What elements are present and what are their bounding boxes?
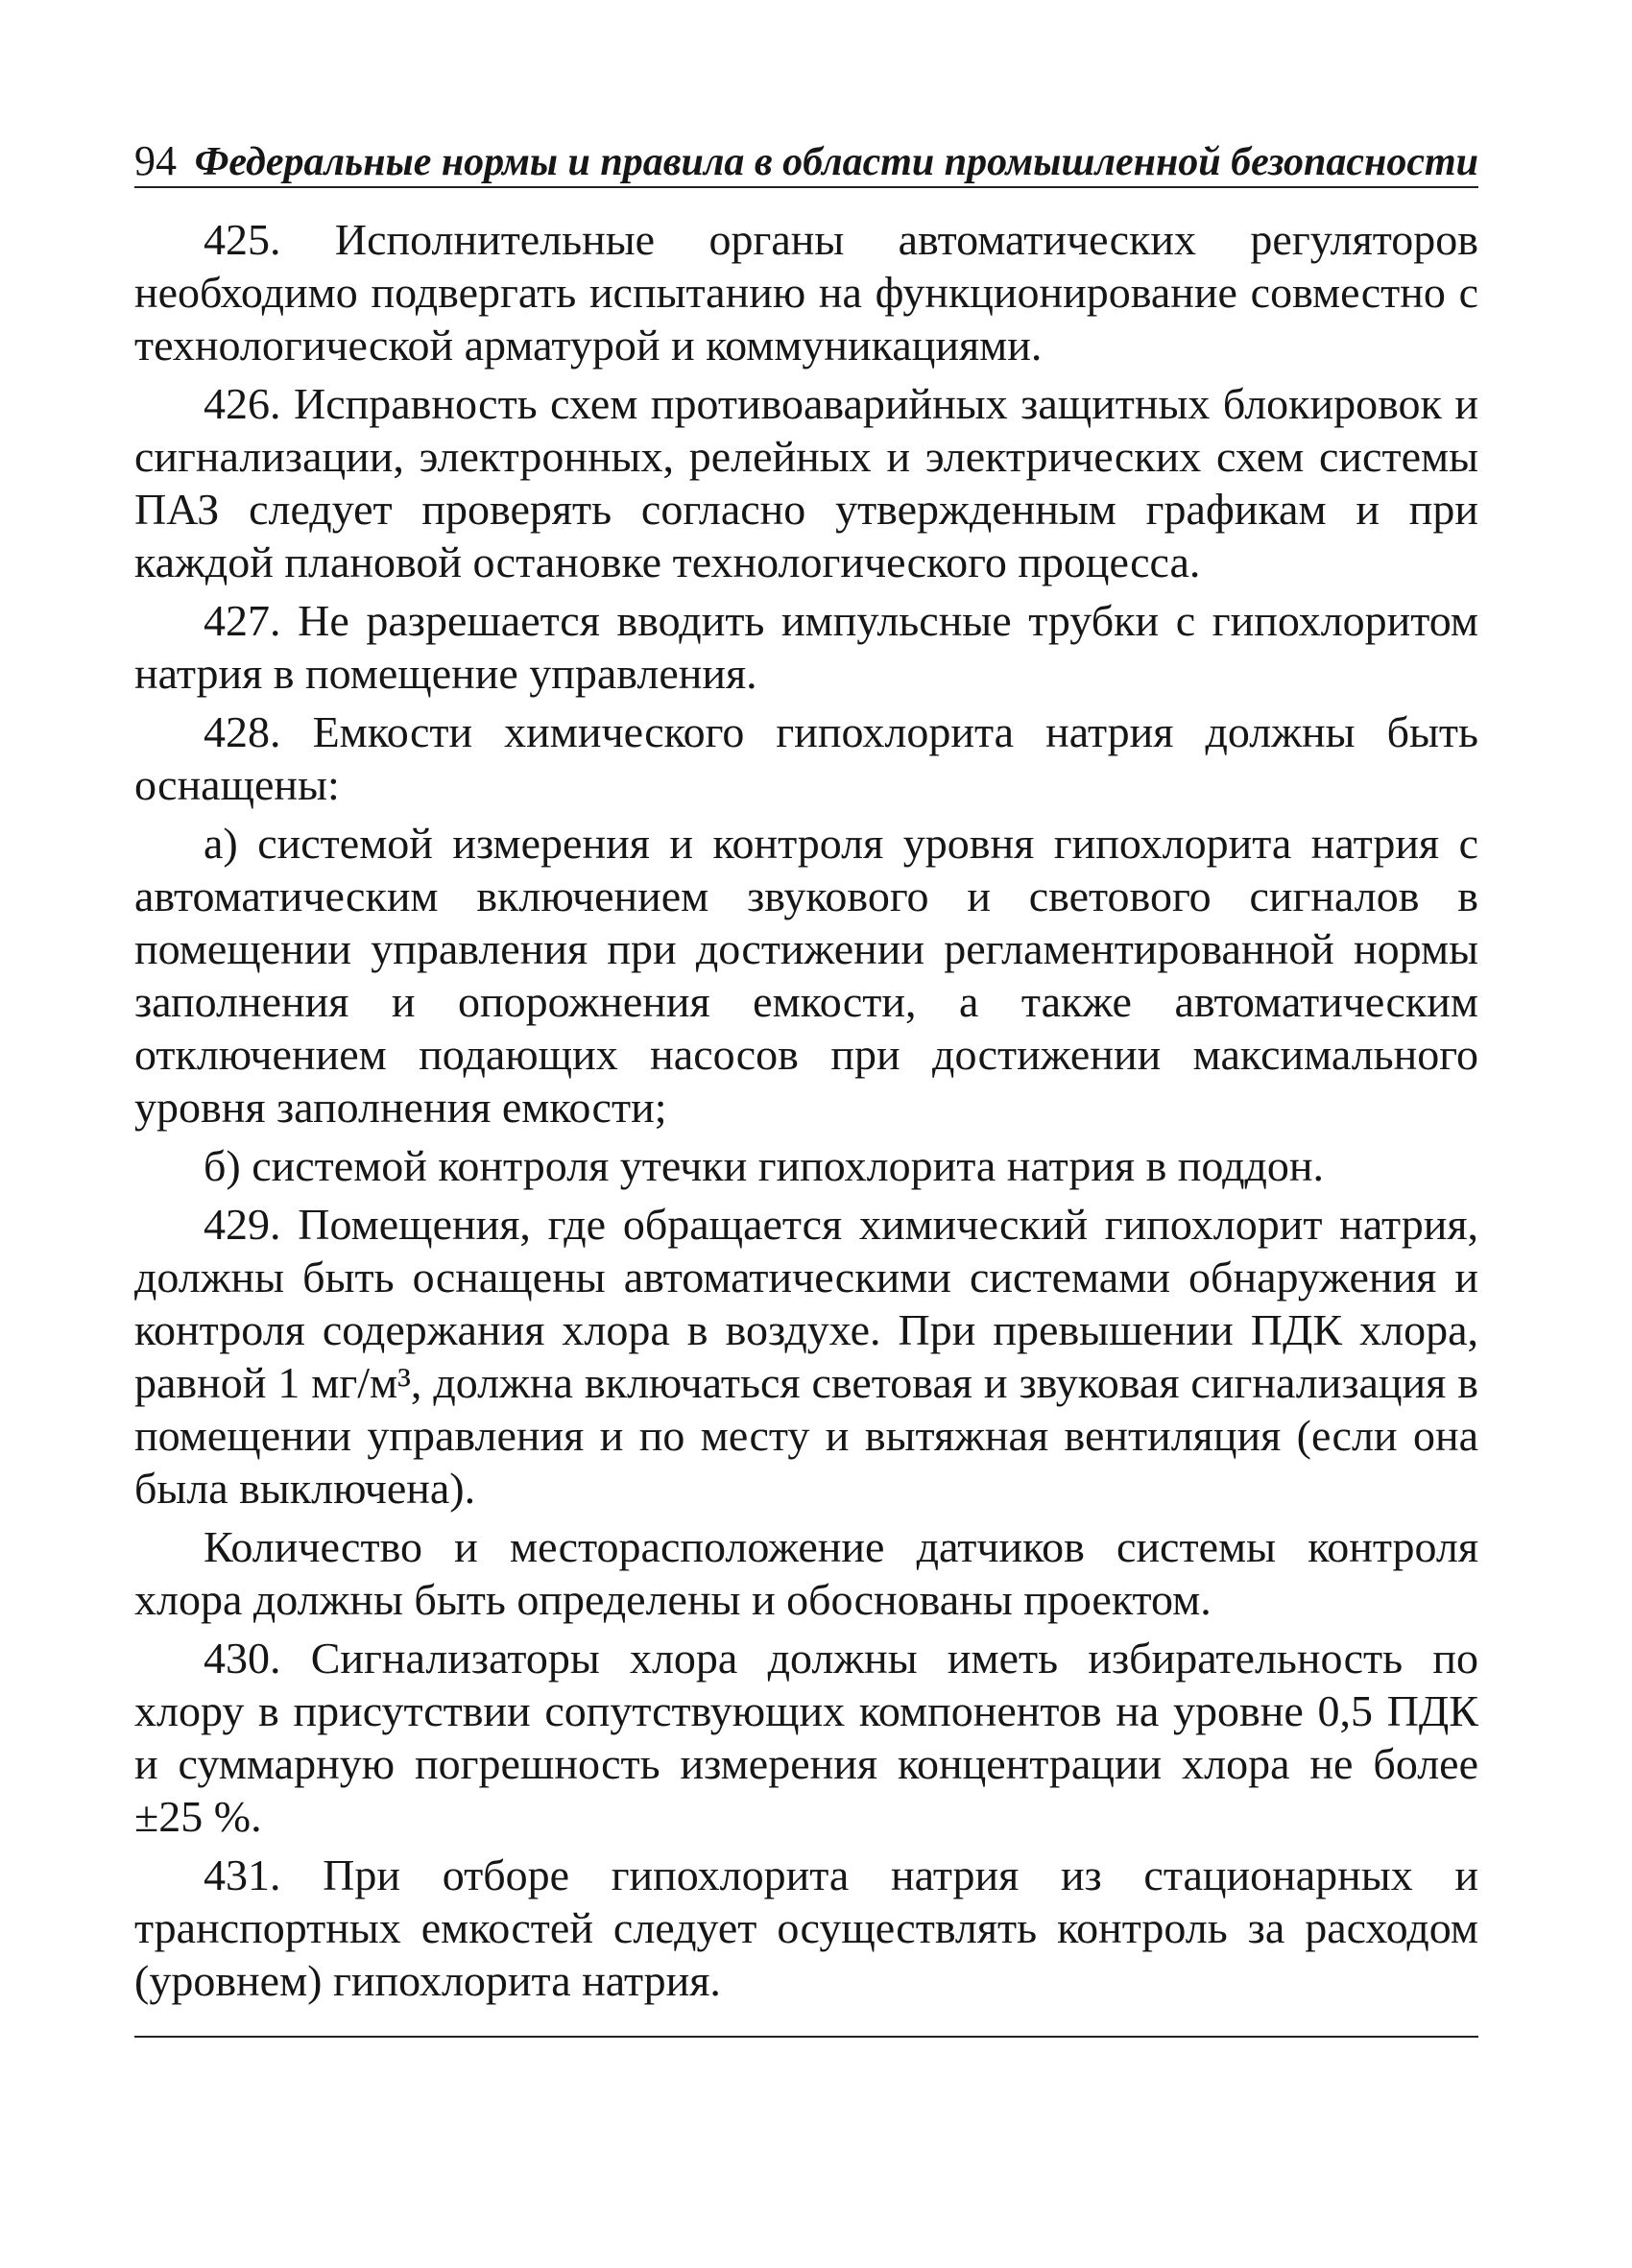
document-page xyxy=(134,125,1478,2038)
paragraph-425: 425. Исполнительные органы автоматических регуляторов необходимо подвергать испытанию на функционирование совместно с технологической арматурой и коммуникациями. xyxy=(134,215,1478,370)
paragraph-429: 429. Помещения, где обращается химический гипохлорит натрия, должны быть оснащены автоматическими системами обнаружения и контроля содержания хлора в воздухе. При превышении ПДК хлора, равной 1 мг/м³, должна включаться световая и звуковая сигнализация в помещении управления и по месту и вытяжная вентиляция (если она была выключена). xyxy=(134,1200,1478,1513)
running-title: Федеральные нормы и правила в области промышленной безопасности xyxy=(194,140,1478,184)
paragraph-428-a: а) системой измерения и контроля уровня гипохлорита натрия с автоматическим включением звукового и светового сигналов в помещении управления при достижении регламентированной нормы заполнения и опорожнения емкости, а также автоматическим отключением подающих насосов при достижении максимального уровня заполнения емкости; xyxy=(134,819,1478,1132)
paragraph-428: 428. Емкости химического гипохлорита натрия должны быть оснащены: xyxy=(134,707,1478,809)
paragraph-430: 430. Сигнализаторы хлора должны иметь избирательность по хлору в присутствии сопутствующих компонентов на уровне 0,5 ПДК и суммарную погрешность измерения концентрации хлора не более ±25 %. xyxy=(134,1634,1478,1841)
page-header xyxy=(134,125,1478,188)
paragraph-427: 427. Не разрешается вводить импульсные трубки с гипохлоритом натрия в помещение управления. xyxy=(134,596,1478,698)
page-body xyxy=(134,213,1478,2007)
paragraph-429-sensors: Количество и месторасположение датчиков системы контроля хлора должны быть определены и обоснованы проектом. xyxy=(134,1522,1478,1624)
footer-rule xyxy=(134,2036,1478,2038)
paragraph-431: 431. При отборе гипохлорита натрия из стационарных и транспортных емкостей следует осуществлять контроль за расходом (уровнем) гипохлорита натрия. xyxy=(134,1850,1478,2005)
page-number: 94 xyxy=(134,137,177,184)
paragraph-428-b: б) системой контроля утечки гипохлорита натрия в поддон. xyxy=(204,1141,1325,1190)
paragraph-426: 426. Исправность схем противоаварийных защитных блокировок и сигнализации, электронных, релейных и электрических схем системы ПАЗ следует проверять согласно утвержденным графикам и при каждой плановой остановке технологического процесса. xyxy=(134,379,1478,586)
